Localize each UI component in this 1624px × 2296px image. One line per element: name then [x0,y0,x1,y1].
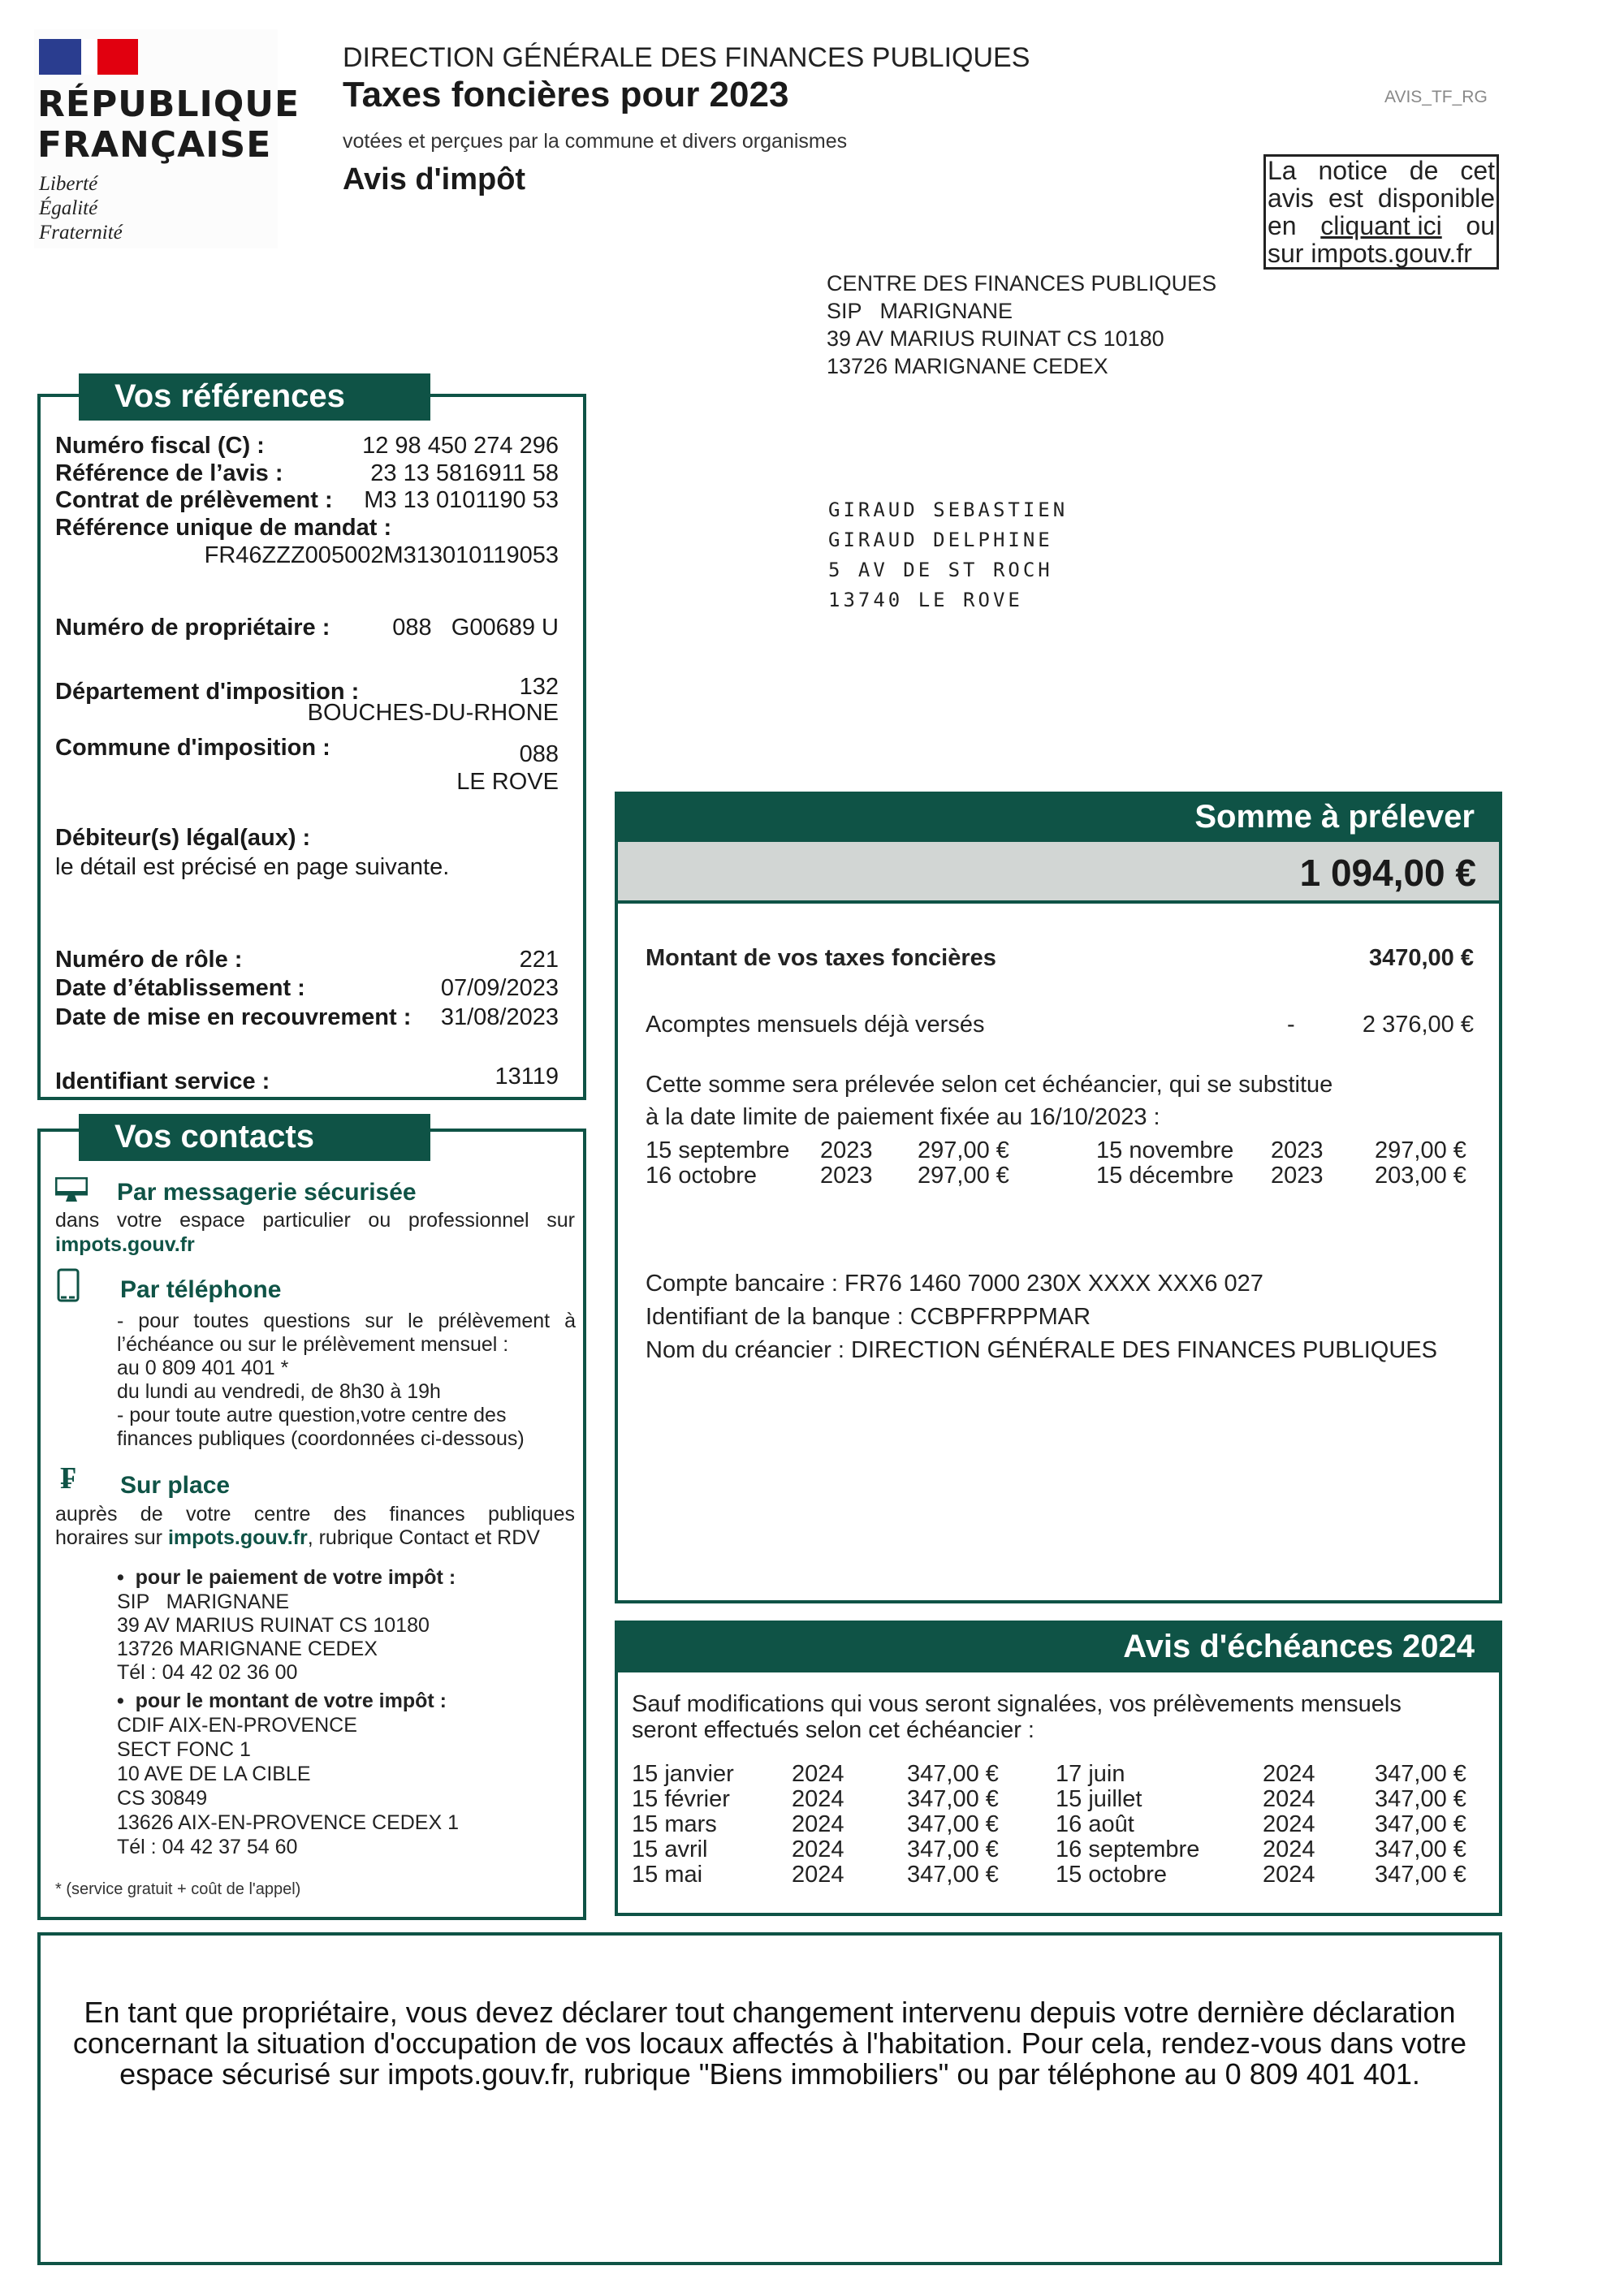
montant-line: SECT FONC 1 [117,1738,251,1761]
ref-role: Numéro de rôle : 221 [55,947,559,973]
ref-contrat: Contrat de prélèvement : M3 13 0101190 53 [55,487,559,513]
somme-amount: 1 094,00 € [618,842,1499,904]
somme-intro-2: à la date limite de paiement fixée au 16/10/2023 : [646,1104,1160,1130]
devise-egalite: Égalité [39,197,98,219]
ref-debiteurs: Débiteur(s) légal(aux) : [55,825,311,851]
ref-reference-avis: Référence de l’avis : 23 13 5816911 58 [55,460,559,486]
schedule-2024-date: 16 septembre [1056,1836,1200,1862]
schedule-2024-year: 2024 [792,1761,844,1787]
nom-creancier: Nom du créancier : DIRECTION GÉNÉRALE DES FINANCES PUBLIQUES [646,1337,1437,1363]
schedule-2024-date: 15 juillet [1056,1786,1142,1812]
recipient-address [828,495,1068,615]
montant-line: 13626 AIX-EN-PROVENCE CEDEX 1 [117,1811,459,1834]
computer-monitor-icon [55,1177,88,1207]
schedule-2024-year: 2024 [1263,1786,1315,1812]
document-type: Avis d'impôt [343,162,526,196]
references-title: Vos références [79,373,430,421]
recipient-line: 13740 LE ROVE [828,589,1023,611]
echeances-intro-1: Sauf modifications qui vous seront signalées, vos prélèvements mensuels [632,1691,1402,1717]
schedule-2024-date: 16 août [1056,1811,1134,1837]
centre-line: 39 AV MARIUS RUINAT CS 10180 [827,326,1164,351]
telephone-line: - pour toutes questions sur le prélèvement à [117,1310,576,1332]
schedule-2024-amount: 347,00 € [907,1786,999,1812]
sur-place-heading: Sur place [120,1472,231,1499]
centre-address [827,270,1216,380]
schedule-2024-date: 15 mars [632,1811,717,1837]
schedule-2024-date: 15 février [632,1786,730,1812]
schedule-2024-year: 2024 [792,1836,844,1862]
notice-line-2: avis est disponible [1268,183,1495,213]
franc-symbol-icon: ₣ [60,1459,76,1495]
dgfip-heading: DIRECTION GÉNÉRALE DES FINANCES PUBLIQUES [343,42,1030,73]
montant-line: 10 AVE DE LA CIBLE [117,1763,311,1785]
schedule-2024-amount: 347,00 € [1375,1761,1466,1787]
centre-line: CENTRE DES FINANCES PUBLIQUES [827,271,1217,296]
footnote: * (service gratuit + coût de l'appel) [55,1880,301,1898]
contacts-title: Vos contacts [79,1114,430,1161]
telephone-line: l’échéance ou sur le prélèvement mensuel : [117,1333,509,1356]
telephone-heading: Par téléphone [120,1276,282,1303]
schedule-2024-date: 15 mai [632,1862,703,1888]
notice-box [1263,154,1499,270]
messagerie-link[interactable]: impots.gouv.fr [55,1233,195,1256]
schedule-2024-amount: 347,00 € [907,1761,999,1787]
schedule-2024-year: 2024 [1263,1761,1315,1787]
acomptes-row: Acomptes mensuels déjà versés - 2 376,00 € [646,1012,1474,1038]
notice-prefix: en [1268,211,1297,240]
echeances-2024-title: Avis d'échéances 2024 [615,1621,1502,1672]
montant-taxes-row: Montant de vos taxes foncières 3470,00 € [646,945,1474,971]
notice-link[interactable]: cliquant ici [1320,211,1442,240]
republique-francaise-logo [34,29,300,248]
notice-line-3 [1268,212,1495,240]
sur-place-text: auprès de votre centre des finances publiques [55,1503,575,1526]
sur-place-link[interactable]: impots.gouv.fr [167,1526,308,1549]
ref-proprietaire: Numéro de propriétaire : 088 G00689 U [55,615,559,641]
schedule-2024-amount: 347,00 € [1375,1862,1466,1888]
schedule-2024-date: 15 avril [632,1836,708,1862]
montant-line: CS 30849 [117,1787,208,1810]
somme-box [615,792,1502,1603]
telephone-line: finances publiques (coordonnées ci-dessous) [117,1427,525,1450]
devise-fraternite: Fraternité [39,222,123,244]
schedule-2024-year: 2024 [1263,1836,1315,1862]
ref-debiteurs-text: le détail est précisé en page suivante. [55,854,450,880]
ref-date-recouvrement: Date de mise en recouvrement : 31/08/2023 [55,1004,559,1030]
notice-line-4: sur impots.gouv.fr [1268,239,1472,268]
schedule-2024-date: 15 janvier [632,1761,734,1787]
messagerie-text: dans votre espace particulier ou professionnel sur [55,1209,575,1232]
compte-bancaire: Compte bancaire : FR76 1460 7000 230X XXXX XXX6 027 [646,1271,1263,1297]
montant-heading: • pour le montant de votre impôt : [117,1690,447,1712]
montant-phone: Tél : 04 42 37 54 60 [117,1836,298,1858]
mobile-phone-icon [57,1268,80,1306]
paiement-line: 13726 MARIGNANE CEDEX [117,1638,378,1660]
somme-title: Somme à prélever [615,792,1502,842]
identifiant-banque: Identifiant de la banque : CCBPFRPPMAR [646,1304,1091,1330]
schedule-2024-year: 2024 [1263,1862,1315,1888]
recipient-line: GIRAUD DELPHINE [828,529,1053,551]
schedule-2024-amount: 347,00 € [1375,1836,1466,1862]
telephone-line: du lundi au vendredi, de 8h30 à 19h [117,1380,441,1403]
ref-commune: Commune d'imposition : 088 [55,735,559,767]
declaration-notice-text [41,1997,1499,2090]
telephone-number[interactable]: au 0 809 401 401 * [117,1357,289,1379]
schedule-2024-amount: 347,00 € [907,1862,999,1888]
schedule-2024-date: 15 octobre [1056,1862,1168,1888]
somme-intro-1: Cette somme sera prélevée selon cet échéancier, qui se substitue [646,1072,1333,1098]
paiement-line: SIP MARIGNANE [117,1590,290,1613]
montant-line: CDIF AIX-EN-PROVENCE [117,1714,357,1737]
paiement-phone: Tél : 04 42 02 36 00 [117,1661,298,1684]
schedule-2024-amount: 347,00 € [907,1836,999,1862]
notice-suffix: ou [1466,211,1495,240]
recipient-line: GIRAUD SEBASTIEN [828,498,1069,521]
document-title: Taxes foncières pour 2023 [343,75,789,114]
paiement-heading: • pour le paiement de votre impôt : [117,1566,456,1589]
logo-line-1: RÉPUBLIQUE [37,84,300,125]
devise-liberte: Liberté [39,173,98,195]
ref-date-etablissement: Date d’établissement : 07/09/2023 [55,975,559,1001]
schedule-2024-year: 2024 [792,1786,844,1812]
ref-rum: Référence unique de mandat : [55,515,392,541]
notice-line: En tant que propriétaire, vous devez déclarer tout changement intervenu depuis votre dernière déclaration [84,1996,1456,2029]
centre-line: 13726 MARIGNANE CEDEX [827,354,1108,378]
logo-line-2: FRANÇAISE [37,124,272,166]
paiement-line: 39 AV MARIUS RUINAT CS 10180 [117,1614,430,1637]
declaration-notice-box [37,1932,1502,2265]
notice-line: concernant la situation d'occupation de vos locaux affectés à l'habitation. Pour cela, rendez-vous dans votre [72,2026,1467,2060]
schedule-2024-year: 2024 [1263,1811,1315,1837]
telephone-line: - pour toute autre question,votre centre des [117,1404,507,1426]
messagerie-heading: Par messagerie sécurisée [117,1179,417,1206]
echeances-intro-2: seront effectués selon cet échéancier : [632,1717,1034,1743]
notice-line: espace sécurisé sur impots.gouv.fr, rubrique "Biens immobiliers" ou par téléphone au 0 809 401 401. [119,2057,1420,2091]
document-subtitle: votées et perçues par la commune et divers organismes [343,130,848,153]
schedule-2024-year: 2024 [792,1811,844,1837]
notice-line-1: La notice de cet [1268,156,1495,185]
schedule-2024-year: 2024 [792,1862,844,1888]
form-code: AVIS_TF_RG [1384,88,1488,106]
ref-service: Identifiant service : 13119 [55,1064,559,1094]
schedule-2024-amount: 347,00 € [907,1811,999,1837]
schedule-2024-amount: 347,00 € [1375,1811,1466,1837]
schedule-2024-date: 17 juin [1056,1761,1125,1787]
marianne-flag-icon [39,39,138,75]
ref-numero-fiscal: Numéro fiscal (C) : 12 98 450 274 296 [55,433,559,459]
ref-departement: Département d'imposition : 132 [55,674,559,705]
sur-place-hours: horaires sur impots.gouv.fr, rubrique Contact et RDV [55,1526,540,1549]
centre-line: SIP MARIGNANE [827,299,1013,323]
schedule-2024-amount: 347,00 € [1375,1786,1466,1812]
recipient-line: 5 AV DE ST ROCH [828,559,1053,581]
